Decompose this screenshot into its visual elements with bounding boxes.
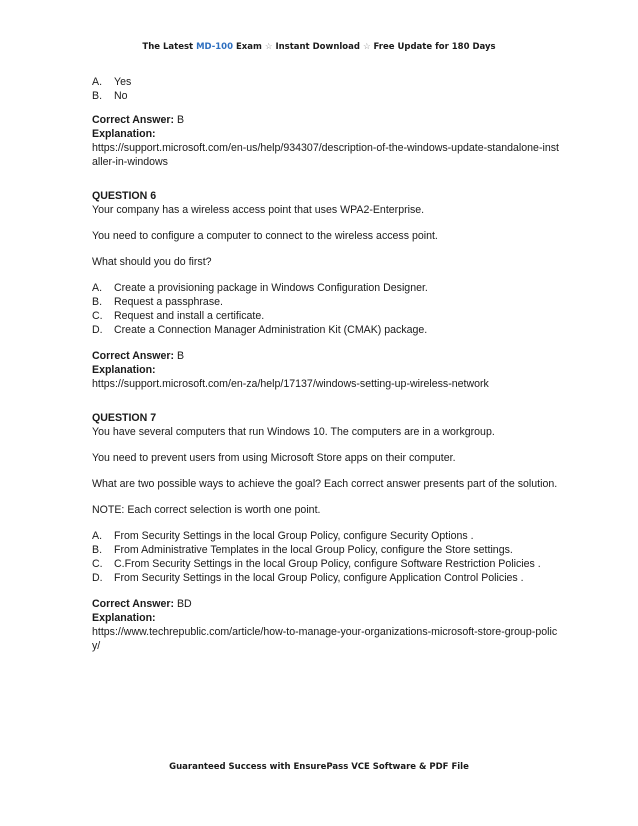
answer-value: B <box>176 350 185 362</box>
option-text: From Security Settings in the local Group Policy, configure Security Options . <box>114 530 474 542</box>
answer-label: Correct Answer: <box>92 114 175 126</box>
prev-answer <box>92 113 562 127</box>
question-text: You have several computers that run Windows 10. The computers are in a workgroup. <box>92 426 495 438</box>
option-row <box>92 295 562 309</box>
question-7-answer <box>92 597 562 611</box>
option-text: C.From Security Settings in the local Group Policy, configure Software Restriction Policies . <box>114 558 541 570</box>
question-text: Your company has a wireless access point that uses WPA2-Enterprise. <box>92 204 425 216</box>
question-text: You need to prevent users from using Microsoft Store apps on their computer. <box>92 452 456 464</box>
question-text: NOTE: Each correct selection is worth one point. <box>92 504 321 516</box>
header-free: Free Update for 180 Days <box>373 42 496 52</box>
option-letter: A. <box>92 76 103 88</box>
option-text: No <box>114 90 128 102</box>
star-icon: ☆ <box>264 42 273 52</box>
option-letter: B. <box>92 544 103 556</box>
header-pre: The Latest <box>142 42 194 52</box>
document-body <box>92 75 562 653</box>
option-letter: B. <box>92 90 103 102</box>
option-row <box>92 323 562 337</box>
option-row <box>92 543 562 557</box>
option-letter: B. <box>92 296 103 308</box>
option-text: Yes <box>114 76 132 88</box>
answer-value: BD <box>176 598 192 610</box>
page-footer: Guaranteed Success with EnsurePass VCE Software & PDF File <box>169 762 469 772</box>
option-letter: A. <box>92 282 103 294</box>
question-text: What are two possible ways to achieve the goal? Each correct answer presents part of the solution. <box>92 478 558 490</box>
answer-label: Correct Answer: <box>92 350 175 362</box>
answer-label: Correct Answer: <box>92 598 175 610</box>
option-row <box>92 309 562 323</box>
question-text: What should you do first? <box>92 256 212 268</box>
option-text: Create a Connection Manager Administration Kit (CMAK) package. <box>114 324 428 336</box>
option-letter: D. <box>92 324 103 336</box>
question-6-title: QUESTION 6 <box>92 190 157 202</box>
option-letter: C. <box>92 558 103 570</box>
option-row <box>92 75 562 89</box>
explanation-label: Explanation: <box>92 128 156 140</box>
header-instant: Instant Download <box>275 42 360 52</box>
question-text: You need to configure a computer to connect to the wireless access point. <box>92 230 438 242</box>
option-text: Request and install a certificate. <box>114 310 265 322</box>
prev-options <box>92 75 562 103</box>
option-text: From Administrative Templates in the local Group Policy, configure the Store settings. <box>114 544 513 556</box>
option-letter: A. <box>92 530 103 542</box>
explanation-label: Explanation: <box>92 612 156 624</box>
option-row <box>92 557 562 571</box>
explanation-label: Explanation: <box>92 364 156 376</box>
question-6-options <box>92 281 562 337</box>
option-text: From Security Settings in the local Group Policy, configure Application Control Policies . <box>114 572 524 584</box>
option-row <box>92 281 562 295</box>
header-exam: Exam <box>235 42 262 52</box>
page-header <box>0 42 638 52</box>
option-row <box>92 571 562 585</box>
explanation-link[interactable]: https://support.microsoft.com/en-za/help/17137/windows-setting-up-wireless-network <box>92 378 489 390</box>
header-exam-code: MD-100 <box>196 42 234 52</box>
option-text: Request a passphrase. <box>114 296 223 308</box>
option-letter: C. <box>92 310 103 322</box>
question-7-options <box>92 529 562 585</box>
option-letter: D. <box>92 572 103 584</box>
question-7-title: QUESTION 7 <box>92 412 157 424</box>
option-row <box>92 529 562 543</box>
option-text: Create a provisioning package in Windows Configuration Designer. <box>114 282 428 294</box>
question-6-answer <box>92 349 562 363</box>
answer-value: B <box>176 114 185 126</box>
explanation-link[interactable]: https://www.techrepublic.com/article/how-to-manage-your-organizations-microsoft-store-group-policy/ <box>92 626 558 652</box>
explanation-link[interactable]: https://support.microsoft.com/en-us/help/934307/description-of-the-windows-update-standalone-installer-in-windows <box>92 142 559 168</box>
star-icon: ☆ <box>362 42 371 52</box>
option-row <box>92 89 562 103</box>
